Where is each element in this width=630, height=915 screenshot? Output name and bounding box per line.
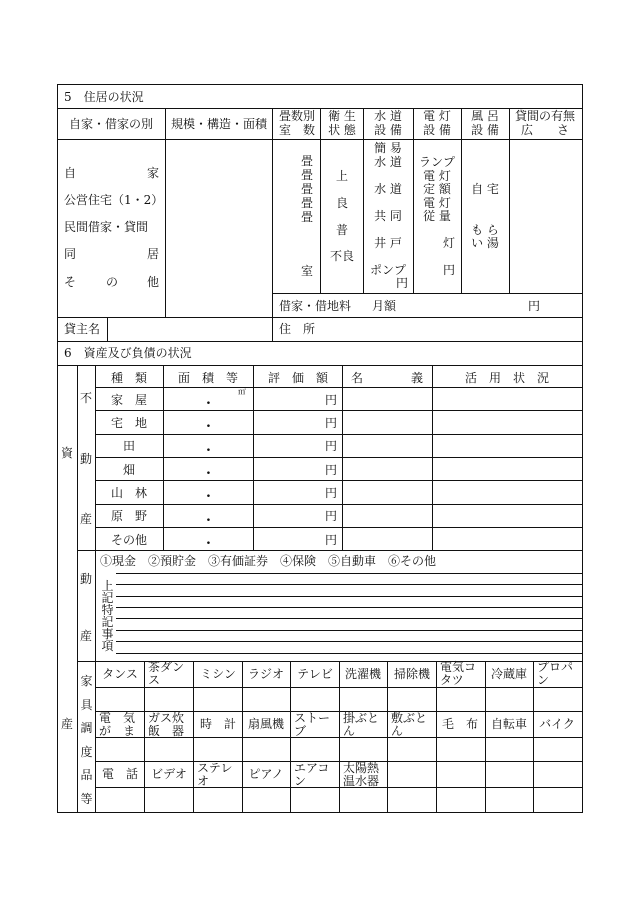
kagu-item: 冷蔵庫: [490, 667, 528, 681]
kagu-item: 電 話: [101, 767, 139, 781]
header-kashima-1: 貸間の有無: [514, 109, 576, 123]
fudosan-label-2: 動: [80, 452, 93, 466]
suido-suido: 水 道: [374, 155, 402, 169]
col-shurui: 種 類: [110, 371, 148, 385]
decimal-dot: .: [206, 392, 211, 408]
kagu-item: ラジオ: [247, 667, 285, 681]
row-hatake: 畑: [122, 463, 136, 477]
header-furo-1: 風 呂: [471, 109, 499, 123]
kagu-item: 毛 布: [441, 717, 479, 731]
rent-yen: 円: [528, 299, 541, 313]
dento-lamp: ランプ: [418, 155, 456, 169]
kagu-item: プロパン: [537, 660, 574, 687]
rent-monthly: 月額: [372, 299, 397, 313]
type-sonota-3: 他: [147, 275, 160, 289]
sqm-mark: ㎡: [238, 387, 246, 396]
kagu-item: 電気コタツ: [440, 660, 477, 687]
row-ta: 田: [122, 439, 136, 453]
row-sanrin: 山 林: [110, 486, 148, 500]
suido-yen: 円: [396, 276, 409, 290]
kagu-item: タンス: [102, 667, 138, 681]
kagu-item: 扇風機: [247, 717, 285, 731]
rent-label: 借家・借地料: [279, 299, 352, 313]
section5-title: 5 住居の状況: [64, 90, 144, 104]
yen-mark: 円: [325, 393, 338, 407]
decimal-dot: .: [206, 415, 211, 431]
kagu-item: テレビ: [297, 667, 333, 681]
decimal-dot: .: [206, 509, 211, 525]
kagu-label: 家具調度品等: [80, 674, 93, 806]
type-dokyo-2: 居: [147, 247, 160, 261]
yen-mark: 円: [325, 486, 338, 500]
address-label: 住 所: [279, 322, 316, 336]
jo-mark: 畳: [301, 196, 314, 210]
suido-kyodo: 共 同: [374, 209, 402, 223]
kagu-item: エアコン: [294, 761, 330, 788]
furo-mora: も ら: [471, 223, 499, 237]
yen-mark: 円: [325, 509, 338, 523]
jo-mark: 畳: [301, 168, 314, 182]
decimal-dot: .: [206, 532, 211, 548]
col-katsuyo: 活 用 状 況: [464, 371, 550, 385]
row-takuchi: 宅 地: [110, 416, 148, 430]
eisei-fu: 普: [335, 223, 349, 237]
header-furo-2: 設 備: [471, 123, 499, 137]
type-jika-1: 自: [64, 166, 77, 180]
header-suido-2: 設 備: [374, 123, 402, 137]
row-genya: 原 野: [110, 509, 148, 523]
type-sonota-2: の: [106, 275, 119, 289]
eisei-furyo: 不良: [329, 249, 355, 263]
yen-mark: 円: [325, 463, 338, 477]
kagu-item: 電 気が ま: [99, 711, 136, 738]
kagu-item: ガス炊飯 器: [148, 711, 185, 738]
tokki-label: 上記特記事項: [101, 579, 114, 653]
header-jika-shakuya: 自家・借家の別: [68, 117, 154, 131]
dento-yen: 円: [443, 263, 456, 277]
suido-ido: 井 戸: [374, 236, 402, 250]
furo-iyu: い 湯: [471, 236, 499, 250]
row-sonota: その他: [110, 533, 148, 547]
fudosan-label-1: 不: [80, 391, 93, 405]
dosan-label-1: 動: [80, 572, 93, 586]
kagu-item: バイク: [539, 717, 575, 731]
col-meigi: 名 義: [350, 371, 424, 385]
fudosan-label-3: 産: [80, 512, 93, 526]
yen-mark: 円: [325, 416, 338, 430]
header-kashima-2: 広 さ: [520, 123, 570, 137]
eisei-jo: 上: [335, 169, 349, 183]
kagu-item: 掛ぶとん: [343, 711, 380, 738]
landlord-label: 貸主名: [64, 322, 101, 336]
type-dokyo-1: 同: [64, 247, 77, 261]
kagu-item: 洗濯機: [344, 667, 382, 681]
dento-juryo: 従 量: [423, 209, 451, 223]
kagu-item: 敷ぶとん: [391, 711, 428, 738]
suido-kan-i: 簡 易: [374, 141, 402, 155]
dento-dento: 電 灯: [423, 169, 451, 183]
jo-mark: 畳: [301, 182, 314, 196]
kagu-item: ピアノ: [248, 767, 284, 781]
jo-mark: 畳: [301, 210, 314, 224]
jo-mark: 畳: [301, 154, 314, 168]
section6-title: 6 資産及び負債の状況: [64, 346, 192, 360]
type-jika-2: 家: [147, 166, 160, 180]
decimal-dot: .: [206, 439, 211, 455]
dosan-items: ①現金 ②預貯金 ③有価証券 ④保険 ⑤自動車 ⑥その他: [100, 554, 437, 568]
yen-mark: 円: [325, 439, 338, 453]
dento-dento-2: 電 灯: [423, 196, 451, 210]
yen-mark: 円: [325, 533, 338, 547]
kagu-item: ビデオ: [151, 767, 187, 781]
row-kaoku: 家 屋: [110, 393, 148, 407]
header-jo-1: 畳数別: [278, 109, 316, 123]
kagu-item: ストーブ: [294, 711, 331, 738]
kagu-item: 自転車: [490, 717, 528, 731]
suido-pump: ポンプ: [369, 263, 407, 277]
decimal-dot: .: [206, 462, 211, 478]
dento-teigaku: 定 額: [423, 182, 451, 196]
suido-suido-2: 水 道: [374, 182, 402, 196]
label-san: 産: [61, 717, 74, 731]
eisei-ryo: 良: [335, 196, 349, 210]
header-eisei-1: 衛 生: [328, 109, 356, 123]
decimal-dot: .: [206, 485, 211, 501]
kagu-item: ミシン: [200, 667, 236, 681]
label-shi: 資: [61, 446, 74, 460]
room-mark: 室: [301, 264, 314, 278]
kagu-item: 掃除機: [393, 667, 431, 681]
header-jo-2: 室 数: [278, 123, 316, 137]
col-hyoka: 評 価 額: [267, 371, 329, 385]
type-sonota-1: そ: [64, 275, 77, 289]
type-koei: 公営住宅（1・2）: [64, 193, 164, 207]
kagu-item: ステレオ: [197, 761, 233, 788]
header-dento-2: 設 備: [423, 123, 451, 137]
header-kibo: 規模・構造・面積: [170, 117, 268, 131]
dento-to: 灯: [443, 236, 456, 250]
col-menseki: 面 積 等: [177, 371, 239, 385]
kagu-item: 茶ダンス: [148, 660, 185, 687]
header-eisei-2: 状 態: [328, 123, 356, 137]
furo-jitaku: 自 宅: [471, 182, 499, 196]
dosan-label-2: 産: [80, 629, 93, 643]
kagu-item: 太陽熱温水器: [343, 761, 380, 788]
header-suido-1: 水 道: [374, 109, 402, 123]
kagu-item: 時 計: [199, 717, 237, 731]
header-dento-1: 電 灯: [423, 109, 451, 123]
type-minkan: 民間借家・貸間: [64, 220, 149, 234]
